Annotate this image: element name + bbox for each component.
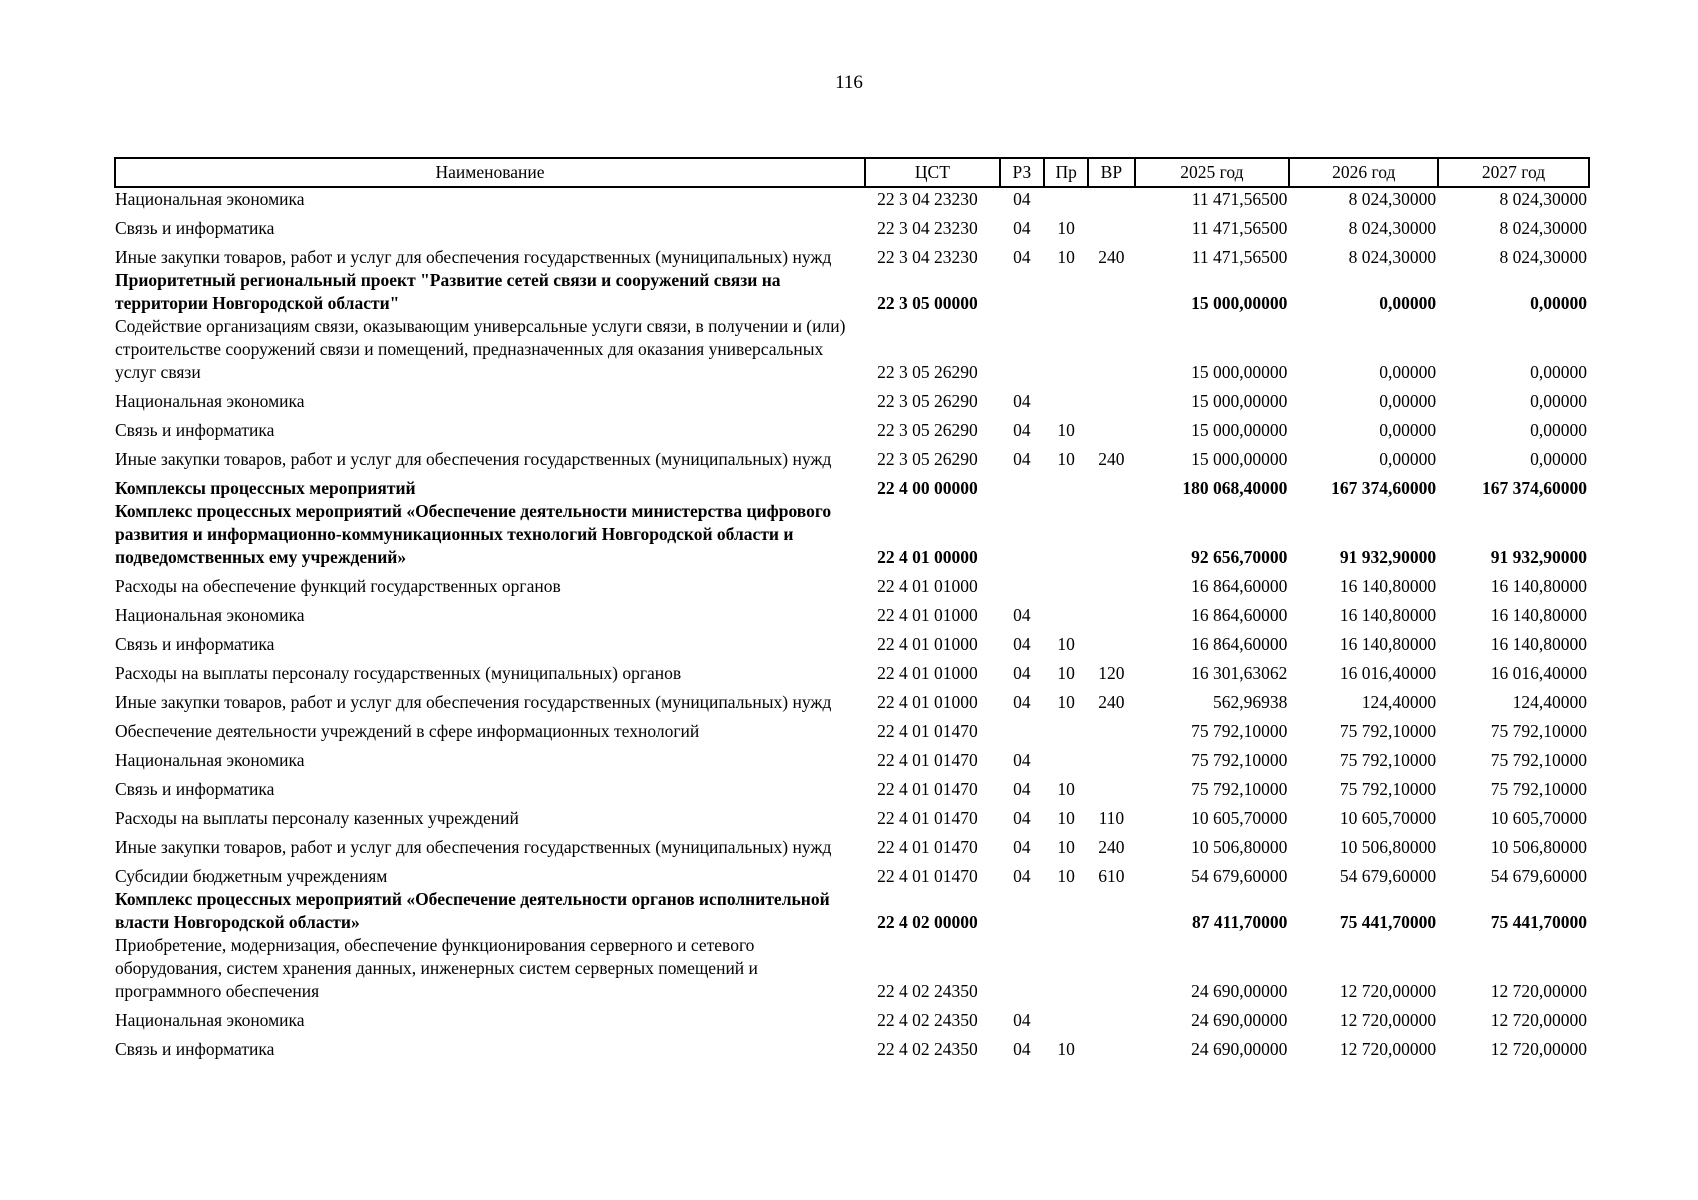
table-row: [115, 714, 1589, 743]
row-rz: 04: [1013, 808, 1031, 828]
row-cst: 22 3 05 00000: [877, 293, 978, 313]
row-cst: 22 3 04 23230: [877, 247, 978, 267]
row-2025: 75 792,10000: [1191, 750, 1288, 770]
row-pr: 10: [1057, 866, 1075, 886]
row-2026: 10 506,80000: [1339, 837, 1437, 857]
row-2025: 10 506,80000: [1191, 837, 1288, 857]
table-row: [115, 656, 1589, 685]
row-rz: 04: [1013, 605, 1031, 625]
row-name: Расходы на выплаты персоналу государственных (муниципальных) органов: [115, 663, 682, 683]
row-2027: 8 024,30000: [1499, 218, 1587, 238]
row-name: Связь и информатика: [115, 634, 275, 654]
row-vr: 240: [1098, 247, 1125, 267]
row-name: Связь и информатика: [115, 218, 275, 238]
row-2026: 0,00000: [1379, 391, 1437, 411]
row-2026: 0,00000: [1379, 293, 1437, 313]
row-pr: 10: [1057, 1039, 1075, 1059]
row-name: Национальная экономика: [115, 391, 305, 411]
row-2026: 8 024,30000: [1348, 189, 1437, 209]
row-vr: [1088, 471, 1134, 500]
row-cst: 22 4 01 01000: [877, 605, 978, 625]
header-name: Наименование: [115, 158, 865, 187]
row-pr: 10: [1057, 692, 1075, 712]
row-name: Иные закупки товаров, работ и услуг для обеспечения государственных (муниципальных) нужд: [115, 837, 832, 857]
row-vr: [1088, 269, 1134, 315]
table-row: [115, 1032, 1589, 1061]
table-row: [115, 1003, 1589, 1032]
row-name: Связь и информатика: [115, 779, 275, 799]
table-row: [115, 801, 1589, 830]
row-2027: 8 024,30000: [1499, 189, 1587, 209]
row-name: Национальная экономика: [115, 189, 305, 209]
row-2025: 16 864,60000: [1191, 576, 1288, 596]
row-pr: 10: [1057, 808, 1075, 828]
row-cst: 22 4 00 00000: [877, 478, 978, 498]
row-name: Иные закупки товаров, работ и услуг для обеспечения государственных (муниципальных) нужд: [115, 449, 832, 469]
row-rz: 04: [1013, 391, 1031, 411]
row-2025: 75 792,10000: [1191, 721, 1288, 741]
row-vr: [1088, 384, 1134, 413]
row-pr: [1044, 888, 1088, 934]
row-pr: [1044, 569, 1088, 598]
row-pr: 10: [1057, 449, 1075, 469]
row-cst: 22 4 01 01000: [877, 576, 978, 596]
row-vr: 120: [1098, 663, 1125, 683]
row-2027: 12 720,00000: [1490, 1039, 1587, 1059]
row-2027: 16 140,80000: [1490, 576, 1587, 596]
row-cst: 22 3 04 23230: [877, 218, 978, 238]
row-pr: 10: [1057, 837, 1075, 857]
row-vr: 610: [1098, 866, 1125, 886]
row-2025: 15 000,00000: [1191, 420, 1288, 440]
row-cst: 22 4 01 01470: [877, 837, 978, 857]
row-2026: 8 024,30000: [1348, 218, 1437, 238]
row-2025: 54 679,60000: [1191, 866, 1288, 886]
row-2026: 16 140,80000: [1339, 605, 1437, 625]
header-cst: ЦСТ: [865, 158, 1000, 187]
row-2027: 10 506,80000: [1490, 837, 1587, 857]
row-vr: [1088, 627, 1134, 656]
row-2026: 75 792,10000: [1339, 779, 1437, 799]
row-cst: 22 4 01 01470: [877, 779, 978, 799]
row-rz: 04: [1013, 189, 1031, 209]
table-row: [115, 859, 1589, 888]
row-name: Приобретение, модернизация, обеспечение функционирования серверного и сетевого оборудования, систем хранения данных, инженерных систем серверных помещений и программного обеспечения: [115, 935, 758, 1001]
header-row: [115, 158, 1589, 187]
row-2025: 180 068,40000: [1182, 478, 1288, 498]
row-cst: 22 4 01 01470: [877, 866, 978, 886]
row-cst: 22 3 05 26290: [877, 391, 978, 411]
row-2027: 54 679,60000: [1490, 866, 1587, 886]
table-row: [115, 211, 1589, 240]
row-pr: 10: [1057, 247, 1075, 267]
row-name: Содействие организациям связи, оказывающим универсальные услуги связи, в получении и (или) строительстве сооружений связи и помещений, предназначенных для оказания универсальных услуг связи: [115, 316, 846, 382]
table-row: [115, 743, 1589, 772]
row-rz: [1000, 471, 1044, 500]
row-rz: 04: [1013, 449, 1031, 469]
table-row: [115, 240, 1589, 269]
row-rz: [1000, 269, 1044, 315]
row-2027: 75 792,10000: [1490, 750, 1587, 770]
row-vr: [1088, 772, 1134, 801]
table-row: [115, 384, 1589, 413]
row-2026: 91 932,90000: [1339, 547, 1437, 567]
row-pr: [1044, 384, 1088, 413]
row-cst: 22 3 04 23230: [877, 189, 978, 209]
row-name: Иные закупки товаров, работ и услуг для обеспечения государственных (муниципальных) нужд: [115, 247, 832, 267]
row-2025: 15 000,00000: [1191, 293, 1288, 313]
row-rz: 04: [1013, 634, 1031, 654]
row-cst: 22 4 02 00000: [877, 912, 978, 932]
row-2025: 562,96938: [1212, 692, 1288, 712]
header-2025: 2025 год: [1135, 158, 1290, 187]
row-rz: [1000, 569, 1044, 598]
row-pr: 10: [1057, 634, 1075, 654]
row-cst: 22 4 02 24350: [877, 1010, 978, 1030]
row-rz: 04: [1013, 218, 1031, 238]
table-body: [115, 187, 1589, 1061]
row-2026: 12 720,00000: [1339, 1010, 1437, 1030]
row-2027: 75 792,10000: [1490, 779, 1587, 799]
row-vr: 110: [1098, 808, 1125, 828]
row-2027: 124,40000: [1512, 692, 1587, 712]
row-pr: [1044, 1003, 1088, 1032]
row-vr: [1088, 211, 1134, 240]
table-row: [115, 413, 1589, 442]
table-row: [115, 315, 1589, 384]
row-cst: 22 4 02 24350: [877, 1039, 978, 1059]
row-2026: 167 374,60000: [1331, 478, 1437, 498]
header-2027: 2027 год: [1438, 158, 1589, 187]
row-2027: 12 720,00000: [1490, 1010, 1587, 1030]
row-pr: 10: [1057, 420, 1075, 440]
row-2025: 87 411,70000: [1192, 912, 1288, 932]
row-pr: [1044, 471, 1088, 500]
row-rz: 04: [1013, 1039, 1031, 1059]
row-cst: 22 4 01 01000: [877, 692, 978, 712]
table-row: [115, 500, 1589, 569]
header-2026: 2026 год: [1289, 158, 1438, 187]
row-2026: 54 679,60000: [1339, 866, 1437, 886]
row-2025: 15 000,00000: [1191, 391, 1288, 411]
budget-table: [114, 157, 1590, 1061]
row-pr: 10: [1057, 663, 1075, 683]
row-2025: 16 301,63062: [1191, 663, 1288, 683]
row-name: Иные закупки товаров, работ и услуг для обеспечения государственных (муниципальных) нужд: [115, 692, 832, 712]
row-2025: 16 864,60000: [1191, 634, 1288, 654]
row-cst: 22 4 02 24350: [877, 981, 978, 1001]
row-2027: 12 720,00000: [1490, 981, 1587, 1001]
row-2026: 0,00000: [1379, 362, 1437, 382]
row-2026: 0,00000: [1379, 449, 1437, 469]
row-2027: 75 792,10000: [1490, 721, 1587, 741]
row-cst: 22 3 05 26290: [877, 449, 978, 469]
row-2026: 10 605,70000: [1339, 808, 1437, 828]
row-name: Обеспечение деятельности учреждений в сфере информационных технологий: [115, 721, 700, 741]
table-row: [115, 934, 1589, 1003]
table-row: [115, 830, 1589, 859]
row-2025: 24 690,00000: [1191, 981, 1288, 1001]
row-2026: 12 720,00000: [1339, 981, 1437, 1001]
row-rz: 04: [1013, 692, 1031, 712]
table-row: [115, 187, 1589, 211]
row-2025: 11 471,56500: [1191, 189, 1288, 209]
row-2025: 24 690,00000: [1191, 1039, 1288, 1059]
row-2025: 92 656,70000: [1191, 547, 1288, 567]
table-row: [115, 598, 1589, 627]
row-2027: 8 024,30000: [1499, 247, 1587, 267]
row-vr: [1088, 413, 1134, 442]
row-pr: [1044, 500, 1088, 569]
row-pr: [1044, 934, 1088, 1003]
row-2026: 12 720,00000: [1339, 1039, 1437, 1059]
row-rz: 04: [1013, 779, 1031, 799]
row-rz: 04: [1013, 866, 1031, 886]
row-vr: 240: [1098, 449, 1125, 469]
row-vr: [1088, 934, 1134, 1003]
row-2025: 10 605,70000: [1191, 808, 1288, 828]
row-cst: 22 3 05 26290: [877, 362, 978, 382]
row-2026: 8 024,30000: [1348, 247, 1437, 267]
table-row: [115, 471, 1589, 500]
row-2026: 75 441,70000: [1339, 912, 1437, 932]
row-rz: 04: [1013, 1010, 1031, 1030]
row-2027: 91 932,90000: [1490, 547, 1587, 567]
row-rz: [1000, 714, 1044, 743]
row-2026: 0,00000: [1379, 420, 1437, 440]
row-cst: 22 4 01 01000: [877, 663, 978, 683]
row-pr: [1044, 714, 1088, 743]
table-header: [115, 158, 1589, 187]
row-pr: [1044, 598, 1088, 627]
row-name: Комплекс процессных мероприятий «Обеспечение деятельности органов исполнительной власти Новгородской области»: [115, 889, 830, 932]
row-2025: 75 792,10000: [1191, 779, 1288, 799]
row-name: Расходы на обеспечение функций государственных органов: [115, 576, 561, 596]
row-pr: 10: [1057, 218, 1075, 238]
row-2025: 11 471,56500: [1191, 218, 1288, 238]
row-2027: 167 374,60000: [1482, 478, 1587, 498]
row-vr: 240: [1098, 692, 1125, 712]
row-pr: [1044, 187, 1088, 211]
row-name: Связь и информатика: [115, 1039, 275, 1059]
row-2027: 0,00000: [1530, 362, 1587, 382]
row-2026: 75 792,10000: [1339, 750, 1437, 770]
row-rz: [1000, 500, 1044, 569]
row-vr: 240: [1098, 837, 1125, 857]
row-vr: [1088, 569, 1134, 598]
row-name: Субсидии бюджетным учреждениям: [115, 866, 388, 886]
row-2026: 124,40000: [1361, 692, 1437, 712]
row-vr: [1088, 598, 1134, 627]
row-cst: 22 4 01 01470: [877, 750, 978, 770]
row-2027: 0,00000: [1530, 391, 1587, 411]
row-name: Национальная экономика: [115, 750, 305, 770]
row-name: Национальная экономика: [115, 1010, 305, 1030]
row-2027: 0,00000: [1530, 293, 1587, 313]
row-vr: [1088, 1032, 1134, 1061]
table-row: [115, 685, 1589, 714]
row-2027: 16 140,80000: [1490, 605, 1587, 625]
row-pr: [1044, 315, 1088, 384]
row-2025: 11 471,56500: [1191, 247, 1288, 267]
row-cst: 22 4 01 00000: [877, 547, 978, 567]
row-rz: [1000, 888, 1044, 934]
row-name: Национальная экономика: [115, 605, 305, 625]
row-2026: 16 140,80000: [1339, 576, 1437, 596]
row-rz: 04: [1013, 837, 1031, 857]
row-vr: [1088, 743, 1134, 772]
row-cst: 22 4 01 01470: [877, 808, 978, 828]
row-cst: 22 4 01 01000: [877, 634, 978, 654]
row-name: Приоритетный региональный проект "Развитие сетей связи и сооружений связи на территории Новгородской области": [115, 270, 781, 313]
header-pr: Пр: [1044, 158, 1088, 187]
row-2027: 10 605,70000: [1490, 808, 1587, 828]
row-2027: 16 016,40000: [1490, 663, 1587, 683]
header-vr: ВР: [1088, 158, 1134, 187]
row-rz: [1000, 934, 1044, 1003]
row-pr: [1044, 743, 1088, 772]
row-vr: [1088, 500, 1134, 569]
table-row: [115, 442, 1589, 471]
row-2027: 0,00000: [1530, 449, 1587, 469]
row-2027: 75 441,70000: [1490, 912, 1587, 932]
row-2025: 16 864,60000: [1191, 605, 1288, 625]
row-pr: [1044, 269, 1088, 315]
row-name: Расходы на выплаты персоналу казенных учреждений: [115, 808, 519, 828]
page-number: 116: [835, 72, 863, 93]
header-rz: РЗ: [1000, 158, 1044, 187]
row-vr: [1088, 315, 1134, 384]
table-row: [115, 569, 1589, 598]
row-vr: [1088, 1003, 1134, 1032]
row-2026: 75 792,10000: [1339, 721, 1437, 741]
row-2025: 24 690,00000: [1191, 1010, 1288, 1030]
row-rz: 04: [1013, 750, 1031, 770]
row-name: Связь и информатика: [115, 420, 275, 440]
row-vr: [1088, 888, 1134, 934]
row-rz: 04: [1013, 247, 1031, 267]
row-2027: 0,00000: [1530, 420, 1587, 440]
row-2025: 15 000,00000: [1191, 449, 1288, 469]
row-2026: 16 140,80000: [1339, 634, 1437, 654]
table-row: [115, 269, 1589, 315]
row-rz: [1000, 315, 1044, 384]
row-2027: 16 140,80000: [1490, 634, 1587, 654]
row-vr: [1088, 714, 1134, 743]
row-name: Комплекс процессных мероприятий «Обеспечение деятельности министерства цифрового развития и информационно-коммуникационных технологий Новгородской области и подведомственных ему учреждений»: [115, 501, 832, 567]
table-row: [115, 772, 1589, 801]
row-cst: 22 3 05 26290: [877, 420, 978, 440]
row-name: Комплексы процессных мероприятий: [115, 478, 416, 498]
row-2025: 15 000,00000: [1191, 362, 1288, 382]
table-row: [115, 888, 1589, 934]
row-vr: [1088, 187, 1134, 211]
row-rz: 04: [1013, 663, 1031, 683]
row-rz: 04: [1013, 420, 1031, 440]
row-2026: 16 016,40000: [1339, 663, 1437, 683]
row-pr: 10: [1057, 779, 1075, 799]
table-row: [115, 627, 1589, 656]
row-cst: 22 4 01 01470: [877, 721, 978, 741]
